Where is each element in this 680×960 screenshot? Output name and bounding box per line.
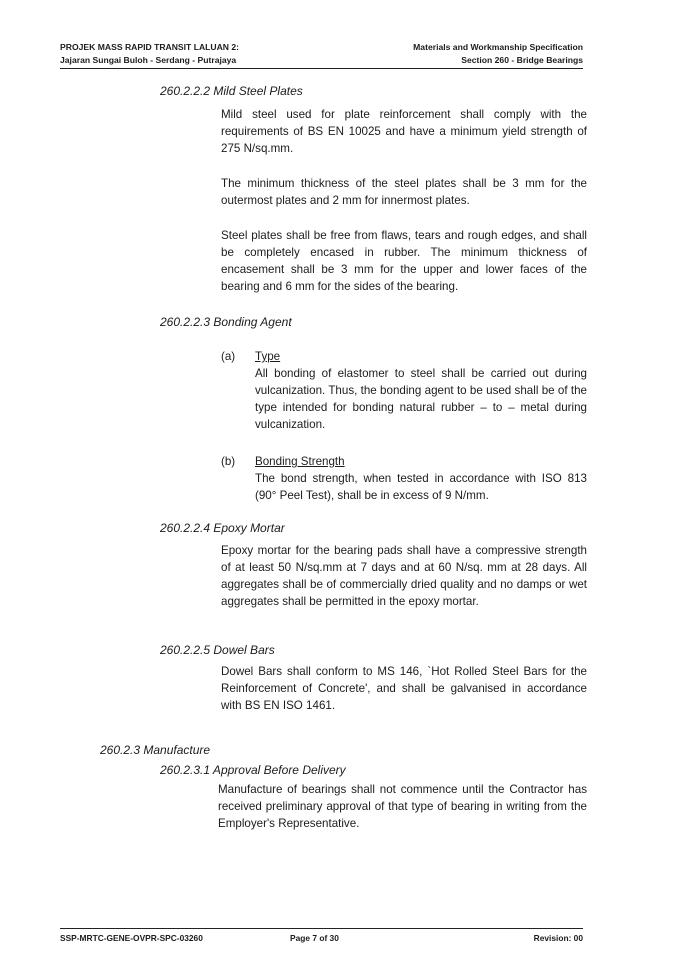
item-a-body	[255, 348, 587, 433]
heading-mild-steel-plates: 260.2.2.2 Mild Steel Plates	[160, 84, 303, 98]
item-b-title: Bonding Strength	[255, 455, 345, 468]
para-epoxy-mortar: Epoxy mortar for the bearing pads shall have a compressive strength of at least 50 N/sq.mm at 7 days and at 60 N/sq. mm at 28 days. All aggregates shall be of commercially dried quality and no damps or wet aggregates shall be permitted in the epoxy mortar.	[221, 544, 587, 608]
footer-page-number: Page 7 of 30	[290, 933, 339, 943]
item-a-text: All bonding of elastomer to steel shall be carried out during vulcanization. Thus, the bonding agent to be used shall be of the type intended for bonding natural rubber – to – metal during vulcanization.	[255, 367, 587, 431]
header-project	[60, 41, 239, 67]
para-dowel-bars: Dowel Bars shall conform to MS 146, `Hot Rolled Steel Bars for the Reinforcement of Concrete', and shall be galvanised in accordance with BS EN ISO 1461.	[221, 665, 587, 712]
item-b-text: The bond strength, when tested in accordance with ISO 813 (90° Peel Test), shall be in excess of 9 N/mm.	[255, 472, 587, 502]
heading-manufacture: 260.2.3 Manufacture	[100, 743, 211, 757]
footer-doc-code: SSP-MRTC-GENE-OVPR-SPC-03260	[60, 933, 203, 943]
para-mild-steel-1: Mild steel used for plate reinforcement shall comply with the requirements of BS EN 10025 and have a minimum yield strength of 275 N/sq.mm.	[221, 108, 587, 155]
footer-revision: Revision: 00	[533, 933, 583, 943]
heading-bonding-agent: 260.2.2.3 Bonding Agent	[160, 315, 292, 329]
item-b-marker: (b)	[221, 455, 236, 468]
heading-approval-before-delivery: 260.2.3.1 Approval Before Delivery	[160, 763, 346, 777]
item-a-title: Type	[255, 350, 281, 363]
para-approval-before-delivery: Manufacture of bearings shall not commence until the Contractor has received preliminary approval of that type of bearing in writing from the Employer's Representative.	[218, 783, 587, 830]
header-project-line1: PROJEK MASS RAPID TRANSIT LALUAN 2:	[60, 42, 240, 52]
item-b-body	[255, 453, 587, 504]
header-spec-title: Materials and Workmanship Specification	[413, 42, 583, 52]
para-mild-steel-3: Steel plates shall be free from flaws, tears and rough edges, and shall be completely encased in rubber. The minimum thickness of encasement shall be 3 mm for the upper and lower faces of the bearing and 6 mm for the sides of the bearing.	[221, 229, 587, 293]
header-spec	[413, 41, 583, 67]
heading-dowel-bars: 260.2.2.5 Dowel Bars	[160, 643, 275, 657]
heading-epoxy-mortar: 260.2.2.4 Epoxy Mortar	[160, 521, 285, 535]
header-divider	[60, 68, 583, 69]
item-a-marker: (a)	[221, 350, 236, 363]
header-section-title: Section 260 - Bridge Bearings	[461, 55, 583, 65]
footer-divider	[60, 928, 583, 929]
para-mild-steel-2: The minimum thickness of the steel plates shall be 3 mm for the outermost plates and 2 mm for innermost plates.	[221, 177, 587, 207]
header-project-line2: Jajaran Sungai Buloh - Serdang - Putrajaya	[60, 55, 237, 65]
